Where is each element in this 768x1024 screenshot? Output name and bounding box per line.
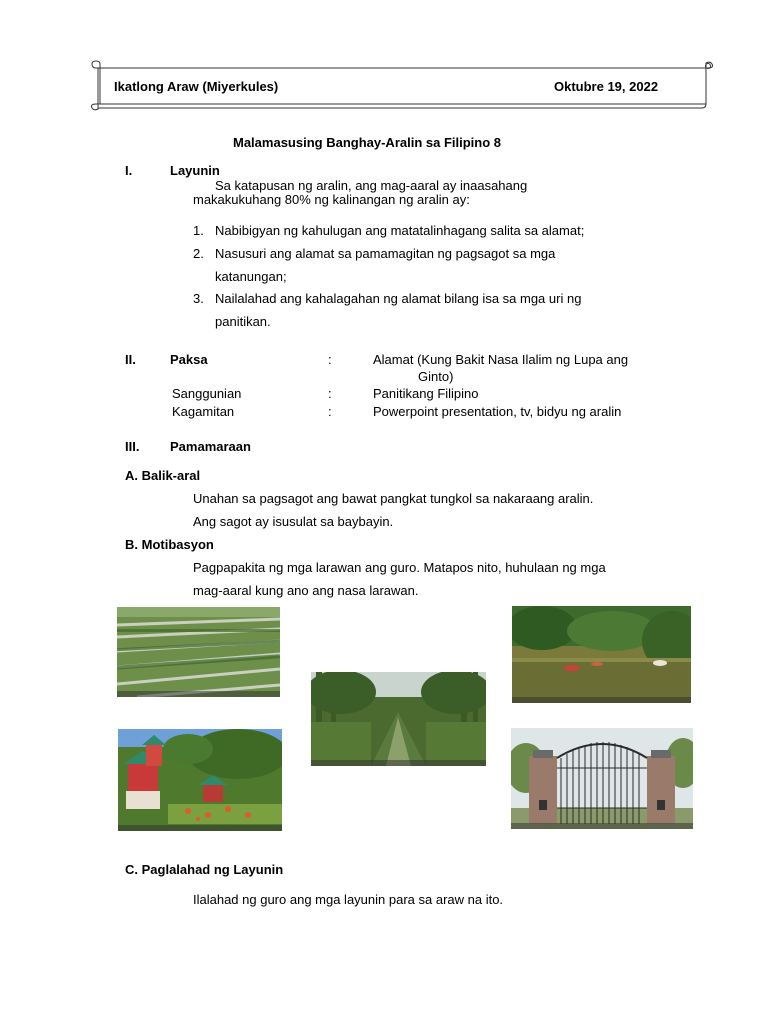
header-day: Ikatlong Araw (Miyerkules) (114, 79, 279, 94)
section1-intro-line2: makakukuhang 80% ng kalinangan ng aralin ay: (193, 192, 470, 207)
partB-heading: B. Motibasyon (125, 537, 214, 552)
kagamitan-value: Powerpoint presentation, tv, bidyu ng aralin (373, 404, 622, 419)
partA-line1: Unahan sa pagsagot ang bawat pangkat tungkol sa nakaraang aralin. (193, 491, 594, 506)
section1-intro-line1: Sa katapusan ng aralin, ang mag-aaral ay inaasahang (215, 178, 528, 193)
paksa-colon: : (328, 352, 332, 367)
sanggunian-colon: : (328, 386, 332, 401)
paksa-label: Paksa (170, 352, 208, 367)
paksa-value: Alamat (Kung Bakit Nasa Ilalim ng Lupa ang (373, 352, 629, 367)
partA-heading: A. Balik-aral (125, 468, 201, 483)
partC-heading: C. Paglalahad ng Layunin (125, 862, 284, 877)
objective-2: Nasusuri ang alamat sa pamamagitan ng pagsagot sa mga (215, 246, 556, 261)
photo-iron-gate (511, 728, 693, 829)
header-date: Oktubre 19, 2022 (554, 79, 659, 94)
objective-number-2: 2. (193, 246, 204, 261)
kagamitan-colon: : (328, 404, 332, 419)
partB-line2: mag-aaral kung ano ang nasa larawan. (193, 583, 419, 598)
photo-pond-with-pine-trees (311, 672, 486, 766)
partC-line1: Ilalahad ng guro ang mga layunin para sa araw na ito. (193, 892, 504, 907)
objective-1: Nabibigyan ng kahulugan ang matatalinhagang salita sa alamat; (215, 223, 585, 238)
objective-3-cont: panitikan. (215, 314, 271, 329)
paksa-value-cont: Ginto) (418, 369, 454, 384)
photo-temple-garden (118, 729, 282, 831)
page-title: Malamasusing Banghay-Aralin sa Filipino 8 (233, 135, 502, 150)
partA-line2: Ang sagot ay isusulat sa baybayin. (193, 514, 394, 529)
photo-lake-with-boats (512, 606, 691, 703)
objective-number-3: 3. (193, 291, 204, 306)
objective-3: Nailalahad ang kahalagahan ng alamat bilang isa sa mga uri ng (215, 291, 582, 306)
section3-number: III. (125, 439, 140, 454)
section1-heading: Layunin (170, 163, 220, 178)
objective-number-1: 1. (193, 223, 204, 238)
objective-2-cont: katanungan; (215, 269, 287, 284)
partB-line1: Pagpapakita ng mga larawan ang guro. Matapos nito, huhulaan ng mga (193, 560, 606, 575)
sanggunian-value: Panitikang Filipino (373, 386, 479, 401)
section1-number: I. (125, 163, 133, 178)
sanggunian-label: Sanggunian (172, 386, 242, 401)
section3-heading: Pamamaraan (170, 439, 251, 454)
photo-strawberry-farm (117, 607, 280, 697)
kagamitan-label: Kagamitan (172, 404, 235, 419)
section2-number: II. (125, 352, 136, 367)
